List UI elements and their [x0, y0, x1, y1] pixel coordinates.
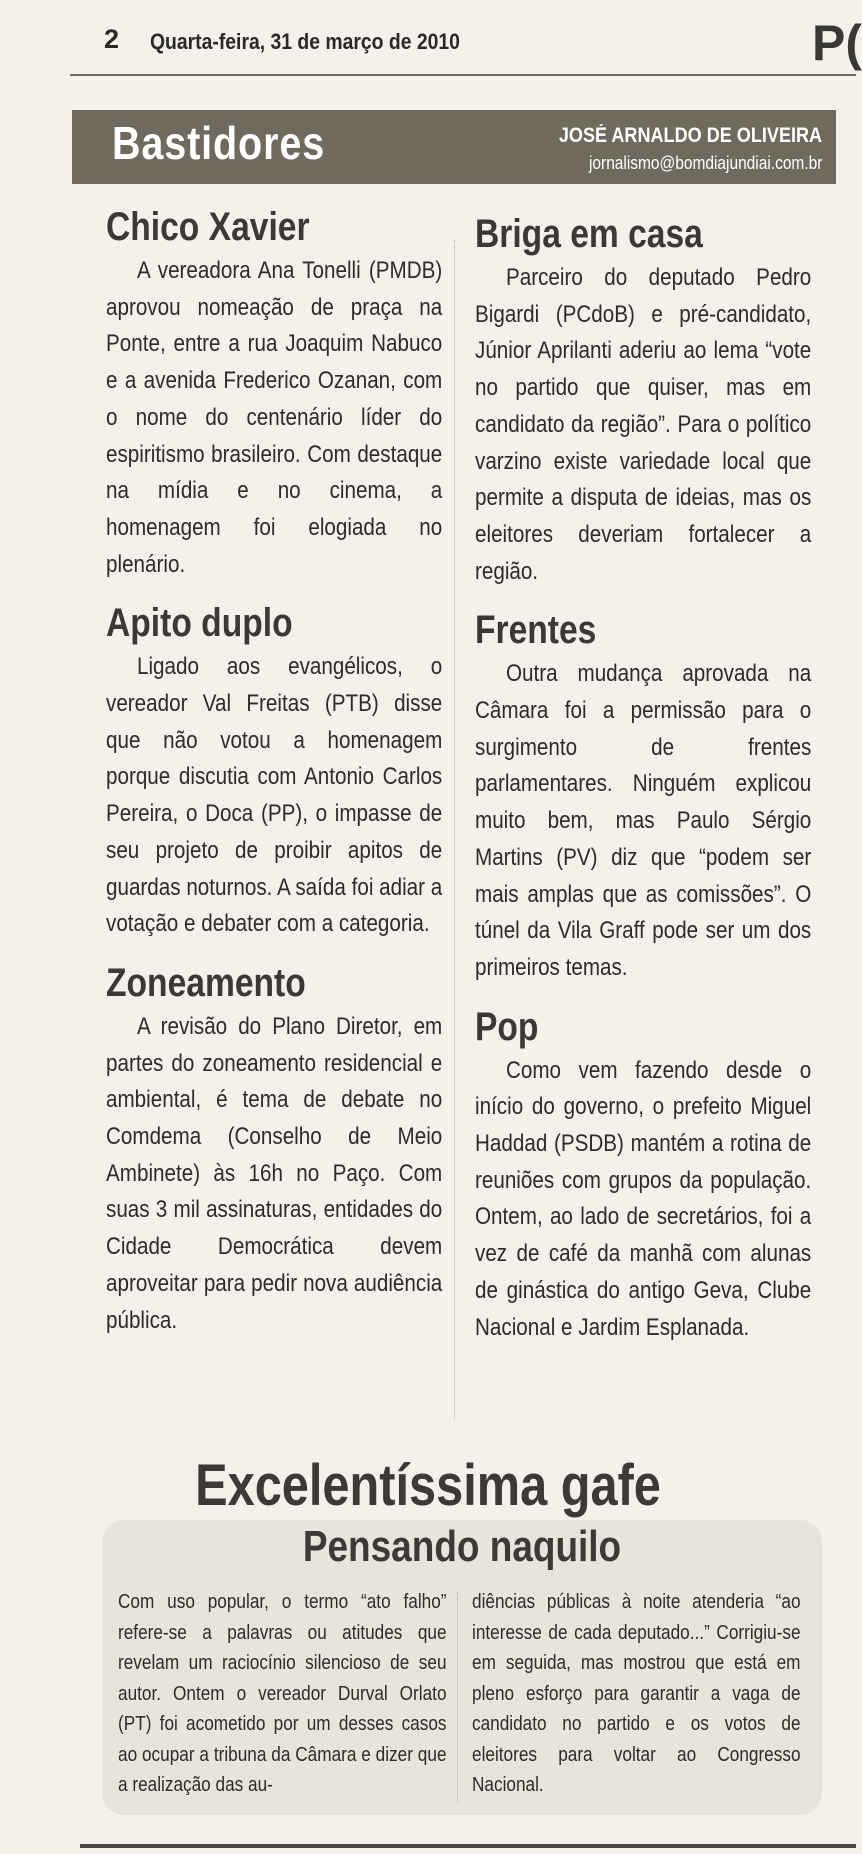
item-headline: Pop	[475, 1004, 539, 1049]
item-headline: Apito duplo	[106, 601, 293, 646]
news-item	[475, 608, 811, 986]
item-text: Outra mudança aprovada na Câmara foi a permissão para o surgimento de frentes parlamentares. Ninguém explicou muito bem, mas Paulo Sérgio Martins (PV) diz que “podem ser mais amplas que as comissões”. O túnel da Vila Graff pode ser um dos primeiros temas.	[475, 660, 812, 981]
item-text: A vereadora Ana Tonelli (PMDB) aprovou nomeação de praça na Ponte, entre a rua Joaquim Nabuco e a avenida Frederico Ozanan, com o nome do centenário líder do espiritismo brasileiro. Com destaque na mídia e no cinema, a homenagem foi elogiada no plenário.	[106, 257, 443, 578]
feature-text-left: Com uso popular, o termo “ato falho” refere-se a palavras ou atitudes que revelam um raciocínio silencioso de seu autor. Ontem o vereador Durval Orlato (PT) foi acometido por um desses casos ao ocupar a tribuna da Câmara e dizer que a realização das au-	[118, 1591, 447, 1796]
footer-rule	[80, 1844, 856, 1848]
feature-box	[102, 1520, 822, 1815]
item-text: A revisão do Plano Diretor, em partes do zoneamento residencial e ambiental, é tema de debate no Comdema (Conselho de Meio Ambinete) às 16h no Paço. Com suas 3 mil assinaturas, entidades do Cidade Democrática devem aproveitar para pedir nova audiência pública.	[106, 1012, 443, 1334]
column-author: JOSÉ ARNALDO DE OLIVEIRA	[558, 124, 822, 147]
item-text: Como vem fazendo desde o início do governo, o prefeito Miguel Haddad (PSDB) mantém a rotina de reuniões com grupos da população. Ontem, ao lado de secretários, foi a vez de café da manhã com alunas de ginástica do antigo Geva, Clube Nacional e Jardim Esplanada.	[475, 1056, 812, 1341]
feature-subheadline: Pensando naquilo	[302, 1522, 622, 1571]
news-item	[106, 601, 442, 943]
issue-date: Quarta-feira, 31 de março de 2010	[150, 29, 460, 54]
feature-text-right: diências públicas à noite atenderia “ao interesse de cada deputado...” Corrigiu-se em seguida, mas mostrou que está em pleno esforço para garantir a vaga de candidato no partido e os votos de eleitores para voltar ao Congresso Nacional.	[472, 1591, 801, 1796]
item-text: Ligado aos evangélicos, o vereador Val Freitas (PTB) disse que não votou a homenagem porque discutia com Antonio Carlos Pereira, o Doca (PP), o impasse de seu projeto de proibir apitos de guardas noturnos. A saída foi adiar a votação e debater com a categoria.	[106, 653, 443, 938]
item-headline: Zoneamento	[106, 960, 306, 1005]
column-banner	[72, 110, 836, 184]
news-item	[475, 212, 811, 590]
feature-headline: Excelentíssima gafe	[195, 1453, 661, 1518]
item-headline: Chico Xavier	[106, 205, 310, 249]
column-email[interactable]: jornalismo@bomdiajundiai.com.br	[588, 153, 822, 173]
right-column	[475, 212, 811, 1364]
feature-divider	[457, 1592, 458, 1802]
page-number: 2	[104, 24, 120, 54]
news-item	[475, 1005, 811, 1347]
column-title: Bastidores	[112, 117, 326, 169]
news-item	[106, 961, 442, 1339]
news-item	[106, 205, 442, 583]
item-headline: Briga em casa	[475, 212, 703, 256]
left-column	[106, 205, 442, 1357]
item-headline: Frentes	[475, 608, 597, 653]
column-divider	[454, 240, 455, 1420]
item-text: Parceiro do deputado Pedro Bigardi (PCdoB) e pré-candidato, Júnior Aprilanti aderiu ao lema “vote no partido que quiser, mas em candidato da região”. Para o político varzino existe variedade local que permite a disputa de ideias, mas os eleitores deveriam fortalecer a região.	[475, 264, 812, 585]
header-rule	[70, 74, 856, 76]
adjacent-page-fragment: P(	[812, 15, 862, 71]
